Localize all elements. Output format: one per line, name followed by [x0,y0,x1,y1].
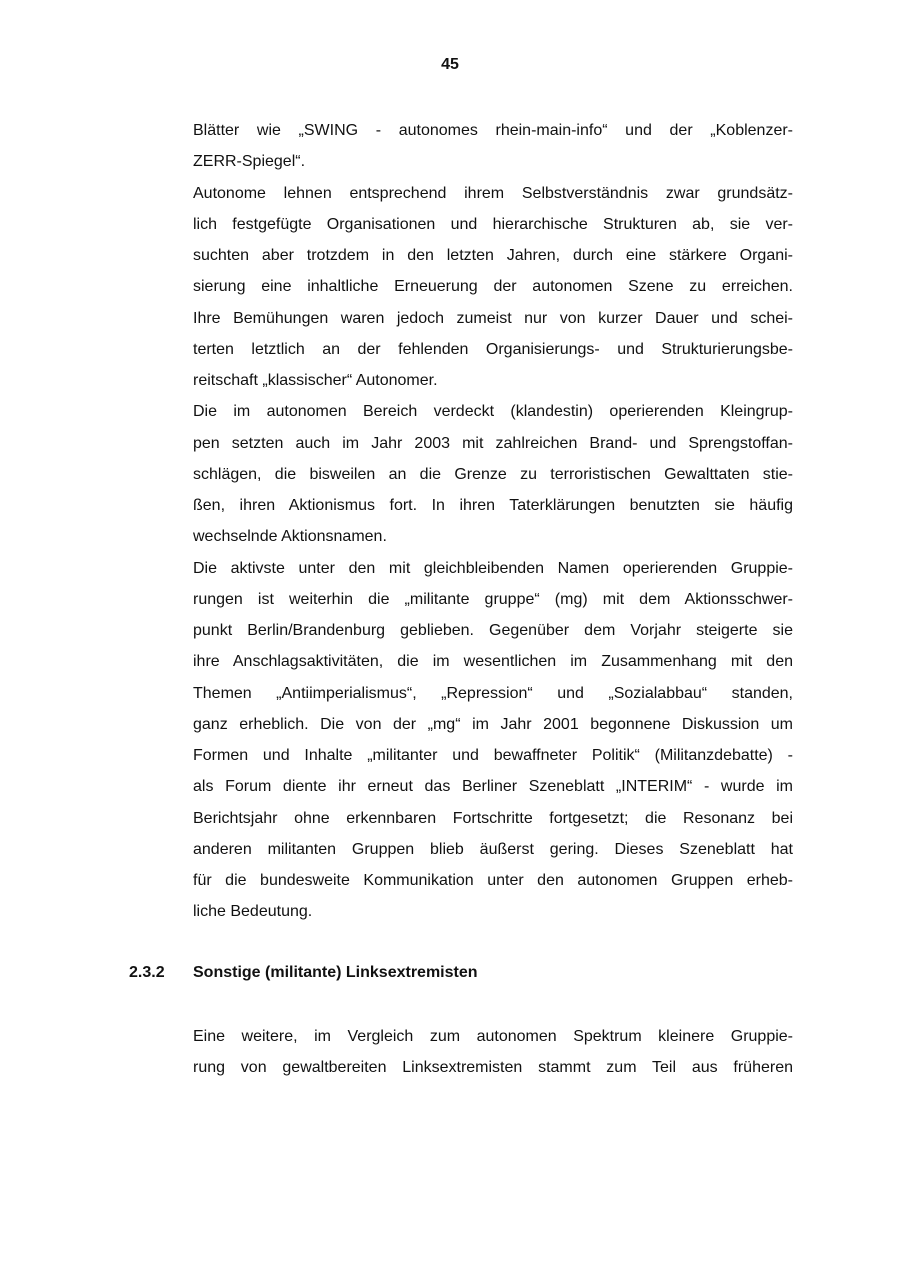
section-text [193,1021,793,1084]
text-line: pen setzten auch im Jahr 2003 mit zahlreichen Brand- und Sprengstoffan- [193,434,793,452]
text-line: Autonome lehnen entsprechend ihrem Selbstverständnis zwar grundsätz- [193,184,793,202]
paragraph [193,178,793,397]
section-title: Sonstige (militante) Linksextremisten [193,964,478,981]
text-line: ihre Anschlagsaktivitäten, die im wesentlichen im Zusammenhang mit den [193,653,793,671]
text-line: wechselnde Aktionsnamen. [193,528,387,546]
text-line: anderen militanten Gruppen blieb äußerst gering. Dieses Szeneblatt hat [193,840,793,858]
text-line: sierung eine inhaltliche Erneuerung der autonomen Szene zu erreichen. [193,278,793,296]
text-line: lich festgefügte Organisationen und hierarchische Strukturen ab, sie ver- [193,215,793,233]
text-line: terten letztlich an der fehlenden Organisierungs- und Strukturierungsbe- [193,340,793,358]
text-line: rungen ist weiterhin die „militante gruppe“ (mg) mit dem Aktionsschwer- [193,590,793,608]
text-line: reitschaft „klassischer“ Autonomer. [193,372,438,389]
text-line: Die aktivste unter den mit gleichbleibenden Namen operierenden Gruppie- [193,559,793,577]
paragraph [193,396,793,552]
section-heading [129,962,478,984]
text-line: punkt Berlin/Brandenburg geblieben. Gegenüber dem Vorjahr steigerte sie [193,622,793,639]
paragraph [193,1021,793,1084]
text-line: ZERR-Spiegel“. [193,153,306,171]
text-line: Blätter wie „SWING - autonomes rhein-main-info“ und der „Koblenzer- [193,122,793,139]
page-number: 45 [441,56,459,73]
text-line: Formen und Inhalte „militanter und bewaffneter Politik“ (Militanzdebatte) - [193,747,793,764]
paragraph [193,553,793,928]
section-number: 2.3.2 [129,964,165,981]
text-line: Ihre Bemühungen waren jedoch zumeist nur von kurzer Dauer und schei- [193,309,793,327]
text-line: ganz erheblich. Die von der „mg“ im Jahr 2001 begonnene Diskussion um [193,715,793,733]
text-line: als Forum diente ihr erneut das Berliner Szeneblatt „INTERIM“ - wurde im [193,778,793,796]
main-text [193,115,793,928]
text-line: liche Bedeutung. [193,903,313,921]
text-line: rung von gewaltbereiten Linksextremisten stammt zum Teil aus früheren [193,1059,793,1077]
text-line: ßen, ihren Aktionismus fort. In ihren Taterklärungen benutzten sie häufig [193,497,793,514]
text-line: schlägen, die bisweilen an die Grenze zu terroristischen Gewalttaten stie- [193,465,793,483]
text-line: Die im autonomen Bereich verdeckt (klandestin) operierenden Kleingrup- [193,403,793,421]
paragraph [193,115,793,178]
text-line: suchten aber trotzdem in den letzten Jahren, durch eine stärkere Organi- [193,247,793,264]
text-line: Eine weitere, im Vergleich zum autonomen Spektrum kleinere Gruppie- [193,1028,793,1045]
text-line: Berichtsjahr ohne erkennbaren Fortschritte fortgesetzt; die Resonanz bei [193,809,793,827]
text-line: für die bundesweite Kommunikation unter den autonomen Gruppen erheb- [193,872,793,889]
text-line: Themen „Antiimperialismus“, „Repression“ und „Sozialabbau“ standen, [193,684,793,702]
